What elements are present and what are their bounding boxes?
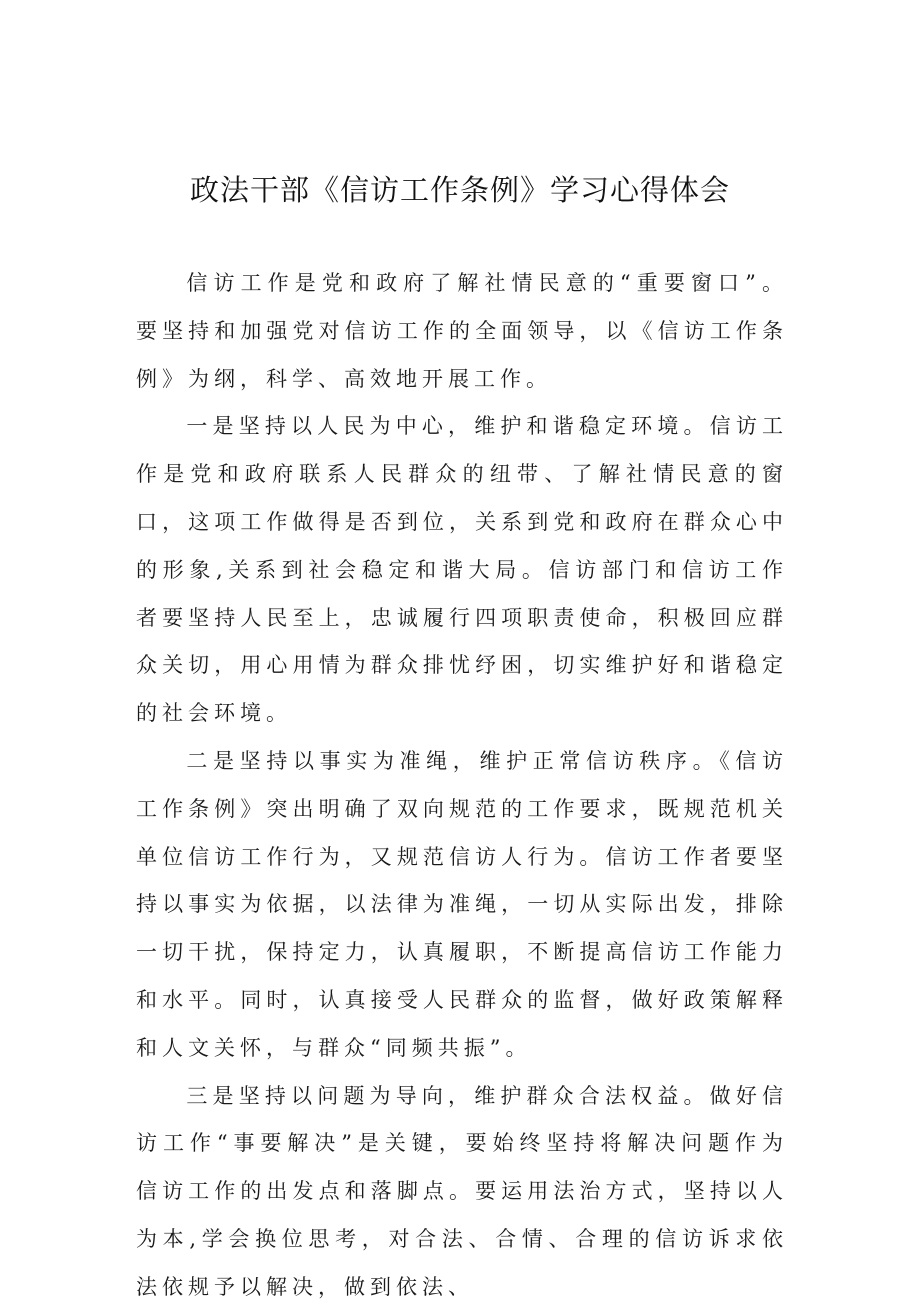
paragraph-intro: 信访工作是党和政府了解社情民意的“重要窗口”。要坚持和加强党对信访工作的全面领导，以《信访工作条例》为纲，科学、高效地开展工作。 (136, 271, 788, 391)
paragraph-point-two: 二是坚持以事实为准绳，维护正常信访秩序。《信访工作条例》突出明确了双向规范的工作要求，既规范机关单位信访工作行为，又规范信访人行为。信访工作者要坚持以事实为依据，以法律为准绳，一切从实际出发，排除一切干扰，保持定力，认真履职，不断提高信访工作能力和水平。同时，认真接受人民群众的监督，做好政策解释和人文关怀，与群众“同频共振”。 (136, 748, 788, 1060)
paragraph-point-three: 三是坚持以问题为导向，维护群众合法权益。做好信访工作“事要解决”是关键，要始终坚持将解决问题作为信访工作的出发点和落脚点。要运用法治方式，坚持以人为本,学会换位思考，对合法、合情、合理的信访诉求依法依规予以解决，做到依法、 (136, 1083, 788, 1299)
document-title: 政法干部《信访工作条例》学习心得体会 (189, 173, 730, 207)
paragraph-point-one: 一是坚持以人民为中心，维护和谐稳定环境。信访工作是党和政府联系人民群众的纽带、了解社情民意的窗口，这项工作做得是否到位，关系到党和政府在群众心中的形象,关系到社会稳定和谐大局。信访部门和信访工作者要坚持人民至上，忠诚履行四项职责使命，积极回应群众关切，用心用情为群众排忧纾困，切实维护好和谐稳定的社会环境。 (136, 414, 788, 726)
document-body (136, 260, 788, 1312)
